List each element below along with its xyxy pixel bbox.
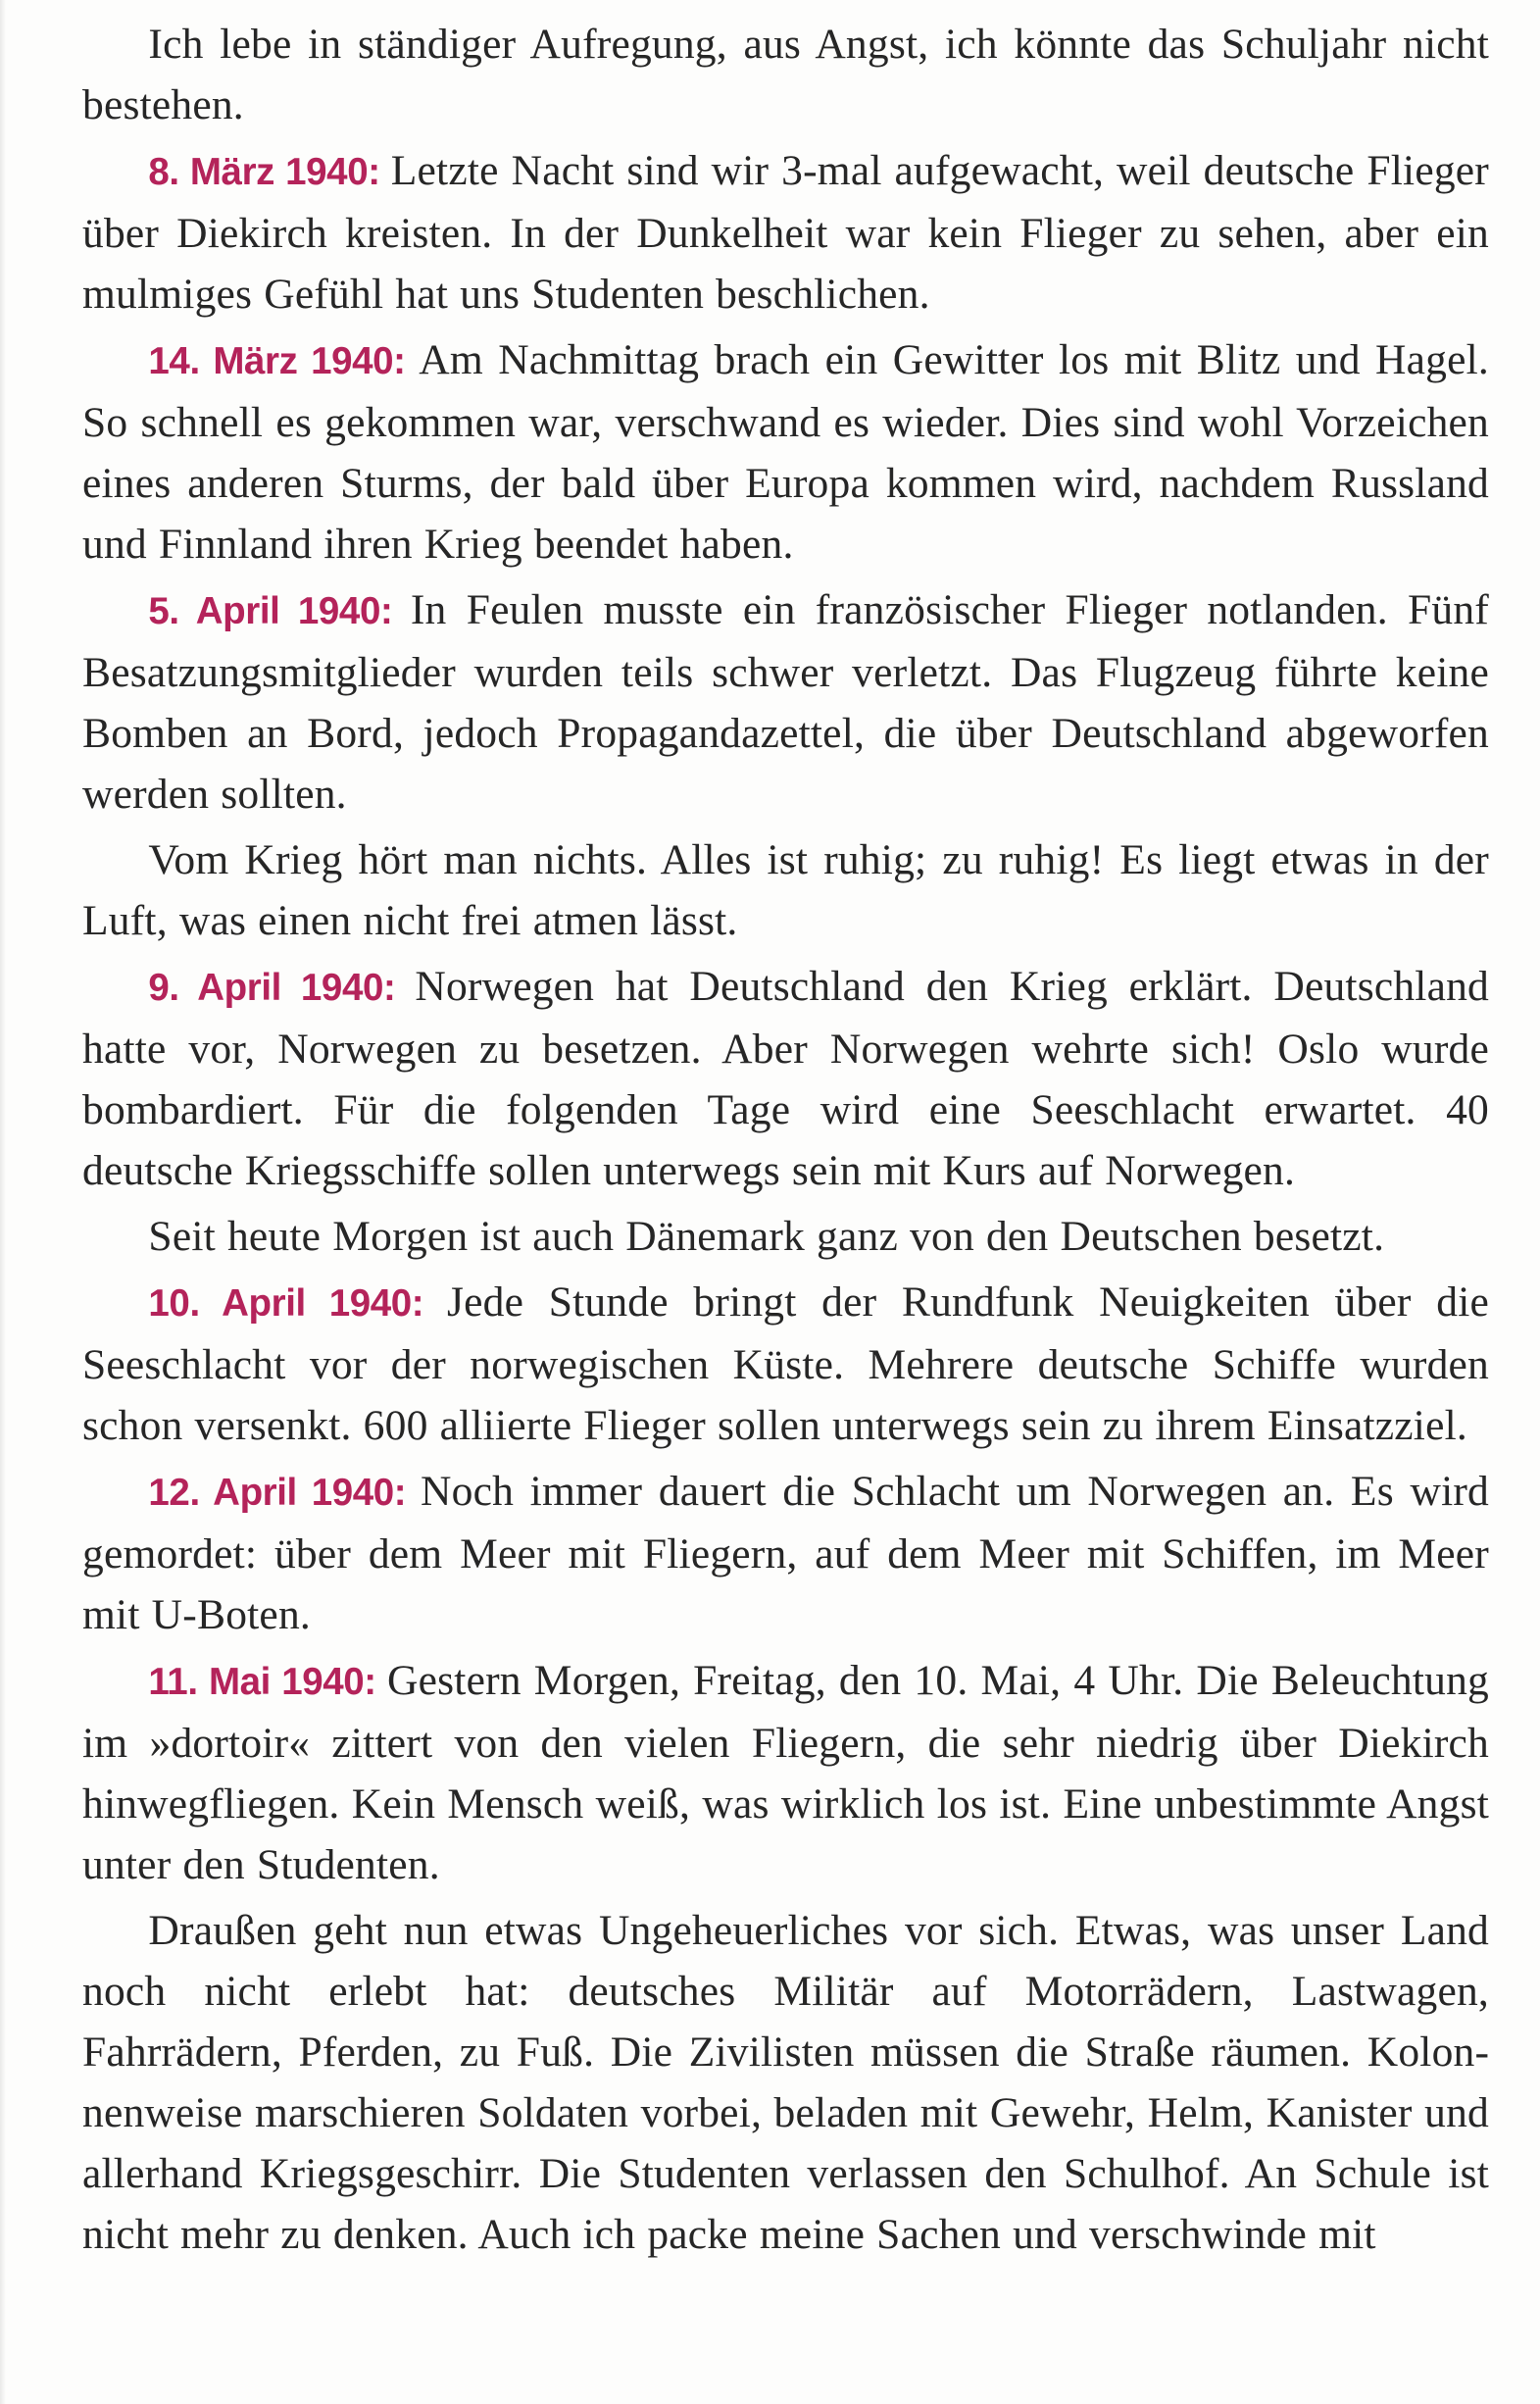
paragraph — [82, 1272, 1489, 1456]
entry-date: 5. April 1940: — [148, 590, 411, 632]
entry-text: Gestern Morgen, Freitag, den 10. Mai, 4 Uhr. Die Beleuchtung im »dortoir« zittert von den vielen Fliegern, die sehr niedrig über Diekirch hinwegfliegen. Kein Mensch weiß, was wirklich los ist. Eine unbestimmte Angst unter den Studenten. — [82, 1657, 1489, 1888]
paragraph — [82, 829, 1489, 951]
paragraph — [82, 1461, 1489, 1645]
diary-text — [82, 14, 1489, 2265]
paragraph — [82, 1900, 1489, 2265]
entry-text: Norwegen hat Deutschland den Krieg erklärt. Deutschland hatte vor, Norwegen zu besetzen. Aber Norwegen wehrte sich! Oslo wurde bombardiert. Für die folgenden Tage wird eine Seeschlacht erwartet. 40 deutsche Kriegsschiffe sollen unterwegs sein mit Kurs auf Norwegen. — [82, 963, 1489, 1194]
page-binding-shadow — [0, 0, 6, 2404]
entry-date: 9. April 1940: — [148, 967, 416, 1009]
paragraph — [82, 956, 1489, 1201]
entry-text: Seit heute Morgen ist auch Dänemark ganz von den Deutschen besetzt. — [148, 1213, 1385, 1260]
paragraph — [82, 1206, 1489, 1267]
entry-text: Jede Stunde bringt der Rundfunk Neuigkeiten über die Seeschlacht vor der norwegischen Küste. Mehrere deutsche Schiffe wurden schon versenkt. 600 alliierte Flieger sollen unterwegs sein zu ihrem Einsatzziel. — [82, 1278, 1489, 1449]
paragraph — [82, 329, 1489, 575]
entry-text: In Feulen musste ein französischer Flieger notlanden. Fünf Besatzungsmitglieder wurden teils schwer verletzt. Das Flugzeug führte keine Bomben an Bord, jedoch Propagandazettel, die über Deutschland abgeworfen werden sollten. — [82, 586, 1489, 818]
entry-date: 8. März 1940: — [148, 151, 391, 193]
entry-date: 11. Mai 1940: — [148, 1661, 388, 1703]
entry-date: 12. April 1940: — [148, 1472, 422, 1514]
paragraph — [82, 1650, 1489, 1895]
entry-text: Ich lebe in ständiger Aufregung, aus Angst, ich könnte das Schuljahr nicht bestehen. — [82, 21, 1489, 128]
entry-date: 14. März 1940: — [148, 340, 420, 382]
paragraph — [82, 140, 1489, 325]
entry-date: 10. April 1940: — [148, 1282, 448, 1325]
entry-text: Letzte Nacht sind wir 3-mal aufgewacht, weil deutsche Flieger über Diekirch kreisten. In der Dunkelheit war kein Flieger zu sehen, aber ein mulmiges Gefühl hat uns Studenten beschlichen. — [82, 147, 1489, 318]
paragraph — [82, 579, 1489, 825]
entry-text: Am Nachmittag brach ein Gewitter los mit Blitz und Hagel. So schnell es gekommen war, verschwand es wieder. Dies sind wohl Vorzeichen eines anderen Sturms, der bald über Europa kommen wird, nachdem Russland und Finnland ihren Krieg beendet haben. — [82, 336, 1489, 568]
paragraph — [82, 14, 1489, 135]
entry-text: Noch immer dauert die Schlacht um Norwegen an. Es wird gemordet: über dem Meer mit Fliegern, auf dem Meer mit Schiffen, im Meer mit U-Boten. — [82, 1468, 1489, 1638]
entry-text: Draußen geht nun etwas Ungeheuerliches vor sich. Etwas, was unser Land noch nicht erlebt hat: deutsches Militär auf Motorrädern, Lastwagen, Fahrrädern, Pferden, zu Fuß. Die Zivilisten müssen die Straße räumen. Kolonnenweise marschieren Soldaten vorbei, beladen mit Gewehr, Helm, Kanister und allerhand Kriegsgeschirr. Die Studenten verlassen den Schulhof. An Schule ist nicht mehr zu denken. Auch ich packe meine Sachen und verschwinde mit — [82, 1907, 1489, 2258]
entry-text: Vom Krieg hört man nichts. Alles ist ruhig; zu ruhig! Es liegt etwas in der Luft, was einen nicht frei atmen lässt. — [82, 836, 1489, 944]
